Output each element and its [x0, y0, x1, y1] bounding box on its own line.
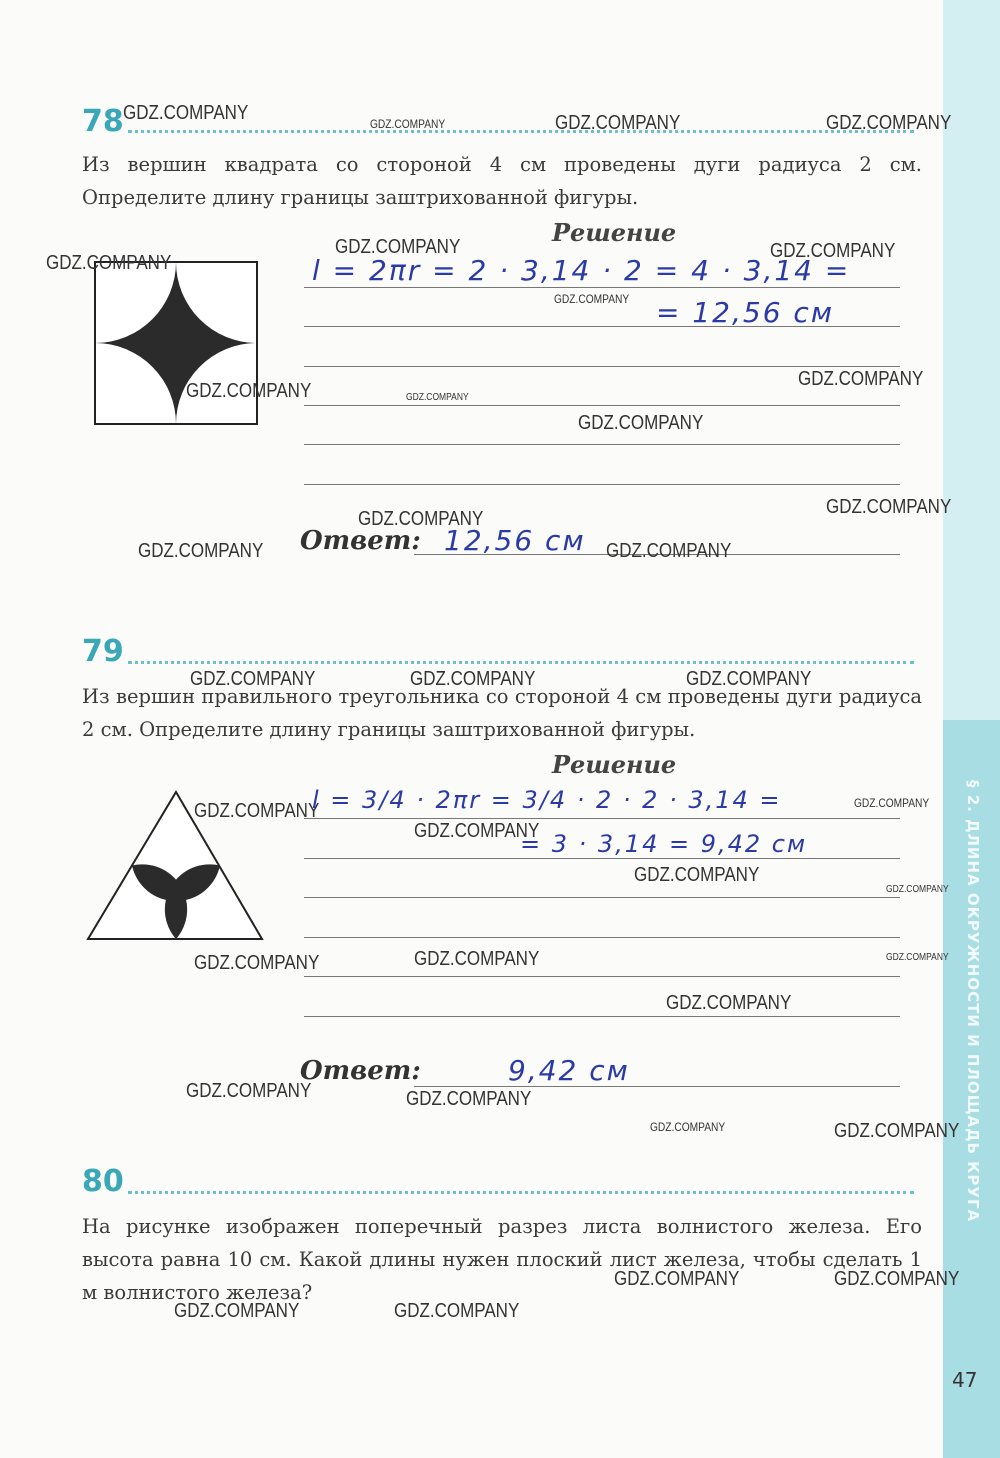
watermark: GDZ.COMPANY	[46, 252, 172, 274]
answer-label: Ответ:	[300, 1056, 421, 1086]
ruled-line	[304, 858, 900, 859]
watermark: GDZ.COMPANY	[190, 668, 316, 690]
watermark: GDZ.COMPANY	[394, 1300, 520, 1322]
watermark: GDZ.COMPANY	[854, 796, 930, 810]
ruled-line	[304, 976, 900, 977]
handwritten-line: l = 2πr = 2 · 3,14 · 2 = 4 · 3,14 =	[312, 254, 851, 287]
solution-label: Решение	[552, 218, 677, 247]
handwritten-line: l = 3/4 · 2πr = 3/4 · 2 · 2 · 3,14 =	[312, 786, 782, 814]
task-number: 80	[82, 1164, 124, 1199]
watermark: GDZ.COMPANY	[826, 112, 952, 134]
watermark: GDZ.COMPANY	[123, 102, 249, 124]
task-text: На рисунке изображен поперечный разрез листа волнистого железа. Его высота равна 10 см. Какой длины нужен плоский лист железа, чтобы сделать 1 м волнистого железа?	[82, 1215, 922, 1304]
ruled-line	[304, 1016, 900, 1017]
watermark: GDZ.COMPANY	[410, 668, 536, 690]
task-number: 79	[82, 634, 124, 669]
watermark: GDZ.COMPANY	[834, 1268, 960, 1290]
watermark: GDZ.COMPANY	[578, 412, 704, 434]
ruled-line	[304, 818, 900, 819]
watermark: GDZ.COMPANY	[886, 952, 949, 963]
watermark: GDZ.COMPANY	[406, 392, 469, 403]
watermark: GDZ.COMPANY	[186, 380, 312, 402]
watermark: GDZ.COMPANY	[606, 540, 732, 562]
task-text: Из вершин квадрата со стороной 4 см проведены дуги радиуса 2 см. Определите длину границы заштрихованной фигуры.	[82, 153, 922, 209]
watermark: GDZ.COMPANY	[634, 864, 760, 886]
watermark: GDZ.COMPANY	[414, 948, 540, 970]
watermark: GDZ.COMPANY	[666, 992, 792, 1014]
watermark: GDZ.COMPANY	[555, 112, 681, 134]
answer-value: 9,42 см	[508, 1054, 630, 1087]
watermark: GDZ.COMPANY	[194, 800, 320, 822]
ruled-line	[304, 326, 900, 327]
ruled-line	[304, 366, 900, 367]
watermark: GDZ.COMPANY	[798, 368, 924, 390]
ruled-line	[304, 444, 900, 445]
task-number: 78	[82, 104, 124, 139]
watermark: GDZ.COMPANY	[370, 117, 446, 131]
dotted-divider	[128, 1191, 914, 1194]
ruled-line	[304, 484, 900, 485]
section-title: § 2. ДЛИНА ОКРУЖНОСТИ И ПЛОЩАДЬ КРУГА	[964, 780, 982, 1223]
handwritten-line: = 12,56 см	[656, 296, 834, 329]
answer-line	[414, 1086, 900, 1087]
watermark: GDZ.COMPANY	[335, 236, 461, 258]
watermark: GDZ.COMPANY	[358, 508, 484, 530]
solution-label: Решение	[552, 750, 677, 779]
handwritten-line: = 3 · 3,14 = 9,42 см	[520, 830, 808, 858]
task-text: Из вершин правильного треугольника со стороной 4 см проведены дуги радиуса 2 см. Определите длину границы заштрихованной фигуры.	[82, 685, 922, 741]
watermark: GDZ.COMPANY	[194, 952, 320, 974]
watermark: GDZ.COMPANY	[770, 240, 896, 262]
watermark: GDZ.COMPANY	[834, 1120, 960, 1142]
page-number: 47	[952, 1368, 978, 1392]
dotted-divider	[128, 661, 914, 664]
answer-value: 12,56 см	[444, 524, 586, 557]
watermark: GDZ.COMPANY	[186, 1080, 312, 1102]
watermark: GDZ.COMPANY	[614, 1268, 740, 1290]
sidebar-strip-light	[943, 0, 1000, 720]
ruled-line	[304, 405, 900, 406]
watermark: GDZ.COMPANY	[138, 540, 264, 562]
watermark: GDZ.COMPANY	[686, 668, 812, 690]
watermark: GDZ.COMPANY	[414, 820, 540, 842]
dotted-divider	[128, 130, 914, 133]
answer-label: Ответ:	[300, 526, 421, 556]
ruled-line	[304, 287, 900, 288]
watermark: GDZ.COMPANY	[554, 292, 630, 306]
ruled-line	[304, 937, 900, 938]
ruled-line	[304, 897, 900, 898]
watermark: GDZ.COMPANY	[826, 496, 952, 518]
watermark: GDZ.COMPANY	[406, 1088, 532, 1110]
watermark: GDZ.COMPANY	[174, 1300, 300, 1322]
watermark: GDZ.COMPANY	[886, 884, 949, 895]
watermark: GDZ.COMPANY	[650, 1120, 726, 1134]
